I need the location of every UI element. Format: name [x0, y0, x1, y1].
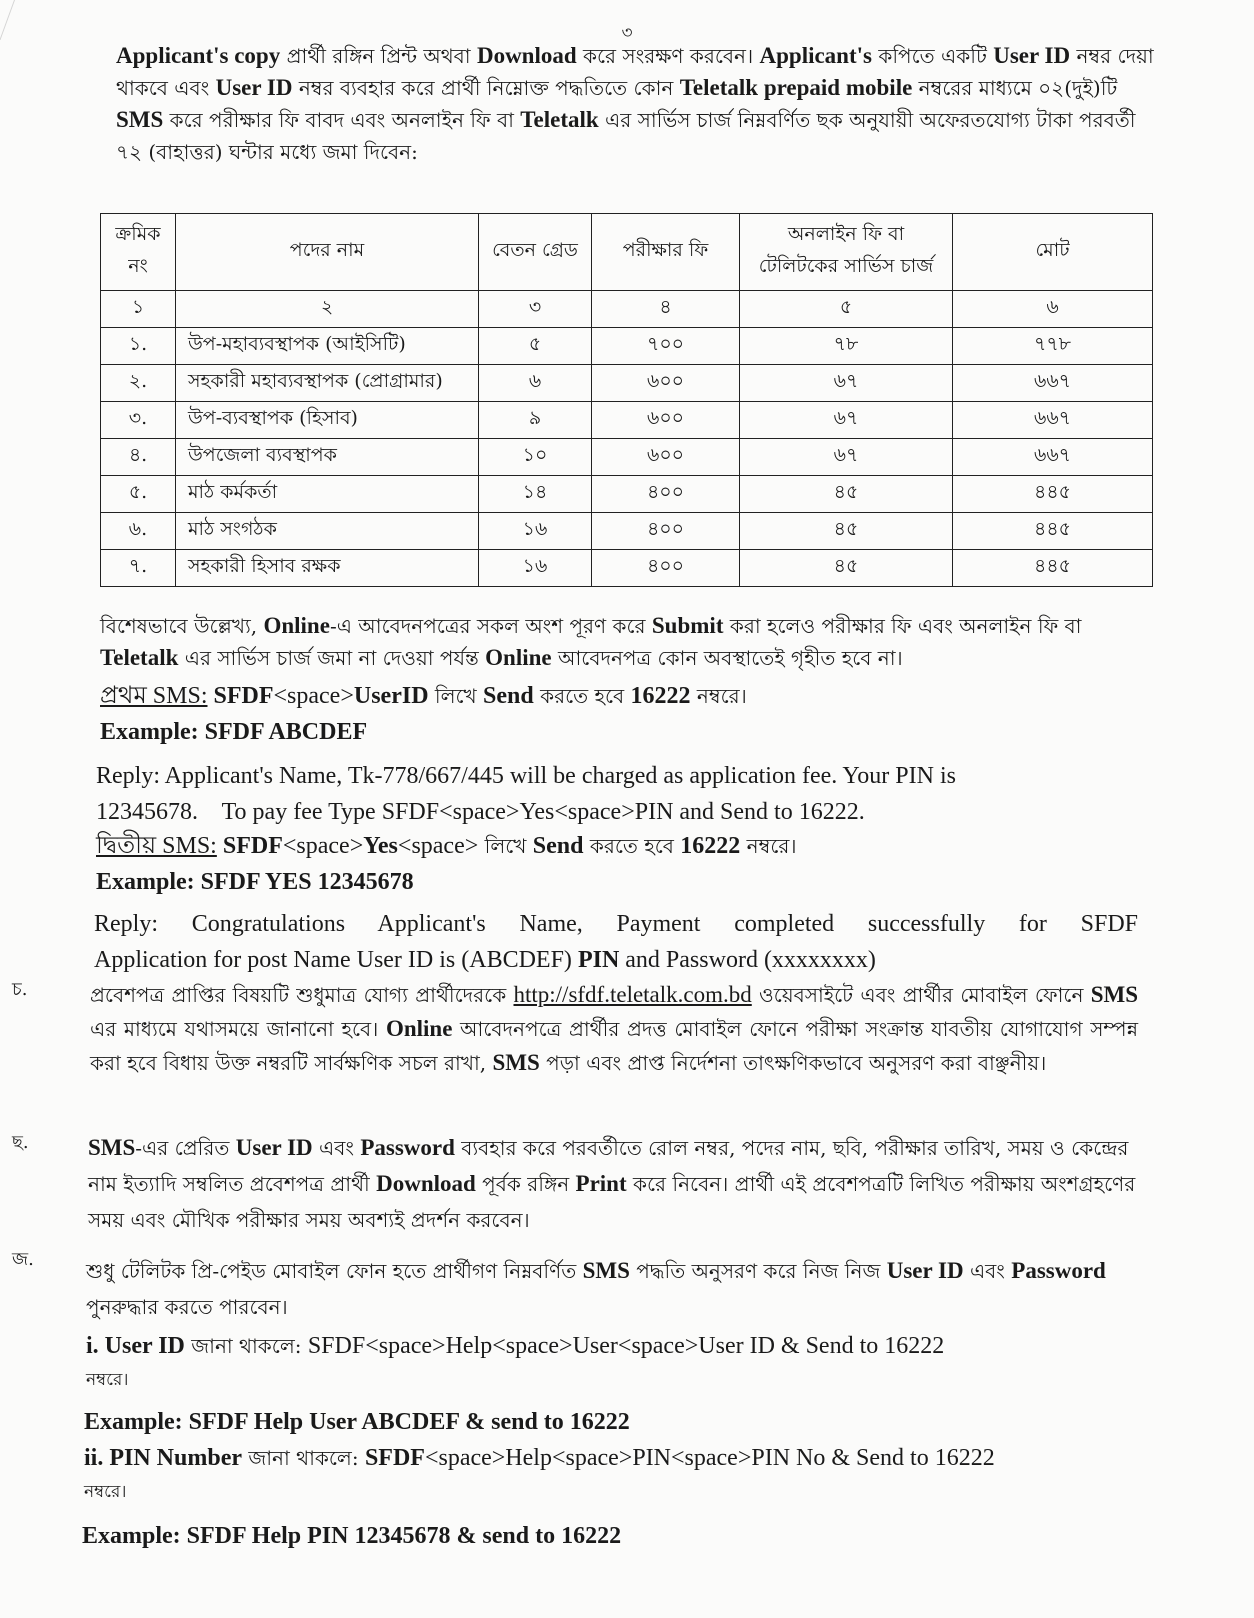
item-chha-paragraph: [88, 1130, 1138, 1238]
sms1-reply-line1: Reply: Applicant's Name, Tk-778/667/445 will be charged as application fee. Your PIN is: [96, 763, 956, 789]
item-marker-cha: চ.: [12, 979, 28, 1000]
table-row: [101, 365, 1153, 402]
serial-cell: ৩.: [101, 402, 176, 439]
cha-text: এর মাধ্যমে যথাসময়ে জানানো হবে।: [90, 1017, 386, 1041]
post-name-cell: মাঠ কর্মকর্তা: [176, 476, 479, 513]
recover-text: জানা থাকলে:: [184, 1334, 308, 1358]
cha-text: প্রবেশপত্র প্রাপ্তির বিষয়টি শুধুমাত্র যোগ্য প্রার্থীদেরকে: [90, 983, 514, 1007]
cha-text: SMS: [492, 1050, 540, 1075]
index-cell: ৫: [740, 291, 953, 328]
sms2-example: [96, 866, 1156, 898]
example-text: Example: SFDF YES 12345678: [96, 869, 414, 895]
ja-text: পুনরুদ্ধার করতে পারবেন।: [86, 1295, 288, 1319]
grade-cell: ১৬: [479, 513, 592, 550]
recover-userid-instruction: [86, 1330, 1146, 1362]
recover-pin-suffix: নম্বরে।: [84, 1482, 127, 1502]
note-text: করা হলেও পরীক্ষার ফি এবং অনলাইন ফি বা: [723, 614, 1082, 638]
cha-text: Online: [385, 1016, 453, 1041]
sms-text: SFDF: [216, 833, 283, 859]
item-ja-paragraph: [86, 1253, 1136, 1325]
table-row: [101, 513, 1153, 550]
note-text: এর সার্ভিস চার্জ জমা না দেওয়া পর্যন্ত: [178, 646, 486, 670]
example-text: Example: SFDF Help PIN 12345678 & send to 16222: [82, 1523, 622, 1549]
total-cell: ৬৬৭: [953, 439, 1153, 476]
table-row: [101, 402, 1153, 439]
cha-text: ওয়েবসাইটে এবং প্রার্থীর মোবাইল ফোনে: [751, 983, 1091, 1007]
post-name-cell: উপ-মহাব্যবস্থাপক (আইসিটি): [176, 328, 479, 365]
serial-cell: ২.: [101, 365, 176, 402]
table-row: [101, 328, 1153, 365]
total-cell: ৬৬৭: [953, 402, 1153, 439]
index-cell: ৬: [953, 291, 1153, 328]
recover-pin-example: [82, 1520, 1142, 1552]
sms-text: Send: [483, 683, 534, 709]
cha-text: আবেদনপত্রে প্রার্থীর প্রদত্ত মোবাইল ফোনে পরীক্ষা সংক্রান্ত যাবতীয় যোগাযোগ সম্পন্ন করা হবে বিধায় উক্ত নম্বরটি সার্বক্ষণিক সচল রাখা,: [90, 1017, 1139, 1075]
intro-text: নম্বর দেয়া থাকবে এবং: [116, 44, 1154, 100]
serial-cell: ৪.: [101, 439, 176, 476]
total-cell: ৬৬৭: [953, 365, 1153, 402]
ja-text: Password: [1011, 1258, 1106, 1283]
index-cell: ৪: [592, 291, 740, 328]
sms-text: নম্বরে।: [690, 684, 747, 708]
intro-text: Applicant's copy: [116, 43, 281, 68]
note-text: Online: [485, 645, 552, 670]
exam-fee-cell: ৪০০: [592, 513, 740, 550]
cha-text: SMS: [1090, 982, 1138, 1007]
header-service-charge: অনলাইন ফি বা টেলিটকের সার্ভিস চার্জ: [740, 214, 953, 291]
service-charge-cell: ৬৭: [740, 439, 953, 476]
index-cell: ৩: [479, 291, 592, 328]
recover-text: SFDF: [364, 1445, 425, 1471]
recover-pin-instruction: [84, 1442, 1144, 1474]
index-cell: ১: [101, 291, 176, 328]
total-cell: ৪৪৫: [953, 476, 1153, 513]
chha-text: User ID: [235, 1135, 313, 1160]
note-text: আবেদনপত্র কোন অবস্থাতেই গৃহীত হবে না।: [551, 646, 903, 670]
exam-fee-cell: ৬০০: [592, 365, 740, 402]
intro-text: প্রার্থী রঙ্গিন প্রিন্ট অথবা: [280, 44, 477, 68]
service-charge-cell: ৪৫: [740, 550, 953, 587]
recover-text: i. User ID: [86, 1333, 185, 1359]
serial-cell: ৫.: [101, 476, 176, 513]
serial-cell: ৬.: [101, 513, 176, 550]
recover-text: <space>Help<space>PIN<space>PIN No & Send to 16222: [424, 1445, 995, 1471]
sms-text: 16222: [630, 683, 691, 709]
post-name-cell: উপ-ব্যবস্থাপক (হিসাব): [176, 402, 479, 439]
ja-text: SMS: [582, 1258, 630, 1283]
service-charge-cell: ৭৮: [740, 328, 953, 365]
post-name-cell: উপজেলা ব্যবস্থাপক: [176, 439, 479, 476]
chha-text: Download: [376, 1171, 476, 1196]
index-cell: ২: [176, 291, 479, 328]
header-post-name: পদের নাম: [176, 214, 479, 291]
note-text: Online: [263, 613, 330, 638]
page-number: ৩: [621, 23, 633, 43]
sms2-instruction: [96, 830, 1156, 862]
sms-text: <space>: [397, 833, 479, 859]
example-text: Example: SFDF ABCDEF: [100, 719, 368, 745]
chha-text: Print: [575, 1171, 627, 1196]
ja-text: User ID: [886, 1258, 964, 1283]
sms-text: <space>: [273, 683, 354, 709]
sms-text: করতে হবে: [583, 834, 681, 858]
cha-text: পড়া এবং প্রাপ্ত নির্দেশনা তাৎক্ষণিকভাবে অনুসরণ করা বাঞ্ছনীয়।: [539, 1051, 1047, 1075]
sms-text: UserID: [353, 683, 429, 709]
grade-cell: ১৪: [479, 476, 592, 513]
reply-text: PIN: [577, 947, 620, 973]
intro-text: করে পরীক্ষার ফি বাবদ এবং অনলাইন ফি বা: [163, 108, 521, 132]
note-paragraph: [100, 610, 1150, 674]
note-text: বিশেষভাবে উল্লেখ্য,: [100, 614, 264, 638]
grade-cell: ১৬: [479, 550, 592, 587]
total-cell: ৭৭৮: [953, 328, 1153, 365]
recover-userid-suffix: নম্বরে।: [86, 1370, 129, 1390]
post-name-cell: সহকারী হিসাব রক্ষক: [176, 550, 479, 587]
header-serial: ক্রমিক নং: [101, 214, 176, 291]
grade-cell: ৫: [479, 328, 592, 365]
sms-text: লিখে: [478, 834, 533, 858]
sms2-label: দ্বিতীয় SMS:: [96, 833, 217, 859]
reply-text: and Password (xxxxxxxx): [619, 947, 876, 973]
sms-text: 16222: [680, 833, 741, 859]
sms-text: Send: [532, 833, 584, 859]
table-row: [101, 550, 1153, 587]
sms2-reply-line2: [94, 944, 1154, 976]
service-charge-cell: ৬৭: [740, 365, 953, 402]
intro-text: Teletalk prepaid mobile: [679, 75, 913, 100]
example-text: Example: SFDF Help User ABCDEF & send to 16222: [84, 1409, 630, 1435]
total-cell: ৪৪৫: [953, 550, 1153, 587]
table-index-row: [101, 291, 1153, 328]
item-cha-paragraph: [90, 978, 1138, 1080]
chha-text: করে নিবেন। প্রার্থী এই প্রবেশপত্রটি লিখিত পরীক্ষায় অংশগ্রহণের সময় এবং মৌখিক পরীক্ষার সময় অবশ্যই প্রদর্শন করবেন।: [88, 1172, 1136, 1232]
sms-text: লিখে: [428, 684, 484, 708]
serial-cell: ১.: [101, 328, 176, 365]
intro-text: করে সংরক্ষণ করবেন।: [576, 44, 760, 68]
fee-table: [100, 213, 1153, 587]
intro-text: নম্বরের মাধ্যমে ০২(দুই)টি: [912, 76, 1118, 100]
recover-userid-example: [84, 1406, 1144, 1438]
exam-fee-cell: ৬০০: [592, 439, 740, 476]
chha-text: Password: [360, 1135, 455, 1160]
table-row: [101, 439, 1153, 476]
note-text: Submit: [651, 613, 724, 638]
chha-text: পূর্বক রঙ্গিন: [475, 1172, 576, 1196]
reply-text: Application for post Name User ID is (ABCDEF): [94, 947, 578, 973]
sms2-reply-line1: Reply: Congratulations Applicant's Name, Payment completed successfully for SFDF: [94, 911, 1138, 937]
intro-text: কপিতে একটি: [871, 44, 994, 68]
ja-text: এবং: [963, 1259, 1012, 1283]
grade-cell: ৯: [479, 402, 592, 439]
intro-paragraph: [116, 40, 1161, 168]
exam-fee-cell: ৭০০: [592, 328, 740, 365]
exam-fee-cell: ৬০০: [592, 402, 740, 439]
recover-text: জানা থাকলে:: [242, 1446, 365, 1470]
exam-fee-cell: ৪০০: [592, 550, 740, 587]
service-charge-cell: ৬৭: [740, 402, 953, 439]
recover-text: ii. PIN Number: [84, 1445, 242, 1471]
sms-text: করতে হবে: [533, 684, 631, 708]
chha-text: ব্যবহার করে পরবর্তীতে রোল নম্বর, পদের নাম, ছবি, পরীক্ষার তারিখ, সময় ও কেন্দ্রের নাম ইত্যাদি সম্বলিত প্রবেশপত্র প্রার্থী: [88, 1136, 1129, 1196]
teletalk-website-link[interactable]: http://sfdf.teletalk.com.bd: [513, 982, 752, 1007]
sms1-instruction: [100, 680, 1160, 712]
grade-cell: ১০: [479, 439, 592, 476]
note-text: -এ আবেদনপত্রের সকল অংশ পূরণ করে: [329, 614, 652, 638]
service-charge-cell: ৪৫: [740, 476, 953, 513]
recover-text: SFDF<space>Help<space>User<space>User ID & Send to 16222: [307, 1333, 945, 1359]
sms-text: Yes: [363, 833, 398, 859]
header-exam-fee: পরীক্ষার ফি: [592, 214, 740, 291]
sms1-label: প্রথম SMS:: [100, 683, 208, 709]
header-pay-grade: বেতন গ্রেড: [479, 214, 592, 291]
chha-text: -এর প্রেরিত: [135, 1136, 236, 1160]
intro-text: User ID: [993, 43, 1071, 68]
intro-text: User ID: [215, 75, 293, 100]
intro-text: Teletalk: [520, 107, 599, 132]
post-name-cell: মাঠ সংগঠক: [176, 513, 479, 550]
sms-text: নম্বরে।: [740, 834, 797, 858]
item-marker-chha: ছ.: [12, 1132, 29, 1153]
service-charge-cell: ৪৫: [740, 513, 953, 550]
ja-text: পদ্ধতি অনুসরণ করে নিজ নিজ: [629, 1259, 887, 1283]
sms1-reply-line2: 12345678. To pay fee Type SFDF<space>Yes<space>PIN and Send to 16222.: [96, 799, 865, 825]
intro-text: SMS: [116, 107, 164, 132]
sms1-example: [100, 716, 1160, 748]
sms-text: <space>: [282, 833, 364, 859]
total-cell: ৪৪৫: [953, 513, 1153, 550]
note-text: Teletalk: [100, 645, 179, 670]
table-header-row: [101, 214, 1153, 291]
intro-text: Applicant's: [759, 43, 872, 68]
post-name-cell: সহকারী মহাব্যবস্থাপক (প্রোগ্রামার): [176, 365, 479, 402]
serial-cell: ৭.: [101, 550, 176, 587]
header-total: মোট: [953, 214, 1153, 291]
chha-text: SMS: [88, 1135, 136, 1160]
sms-text: SFDF: [207, 683, 274, 709]
table-row: [101, 476, 1153, 513]
intro-text: Download: [476, 43, 577, 68]
exam-fee-cell: ৪০০: [592, 476, 740, 513]
intro-text: এর সার্ভিস চার্জ নিম্নবর্ণিত ছক অনুযায়ী অফেরতযোগ্য টাকা পরবর্তী ৭২ (বাহাত্তর) ঘন্টার মধ্যে জমা দিবেন:: [116, 108, 1136, 164]
chha-text: এবং: [312, 1136, 361, 1160]
ja-text: শুধু টেলিটক প্রি-পেইড মোবাইল ফোন হতে প্রার্থীগণ নিম্নবর্ণিত: [86, 1259, 583, 1283]
item-marker-ja: জ.: [12, 1249, 34, 1270]
grade-cell: ৬: [479, 365, 592, 402]
intro-text: নম্বর ব্যবহার করে প্রার্থী নিম্নোক্ত পদ্ধতিতে কোন: [292, 76, 680, 100]
